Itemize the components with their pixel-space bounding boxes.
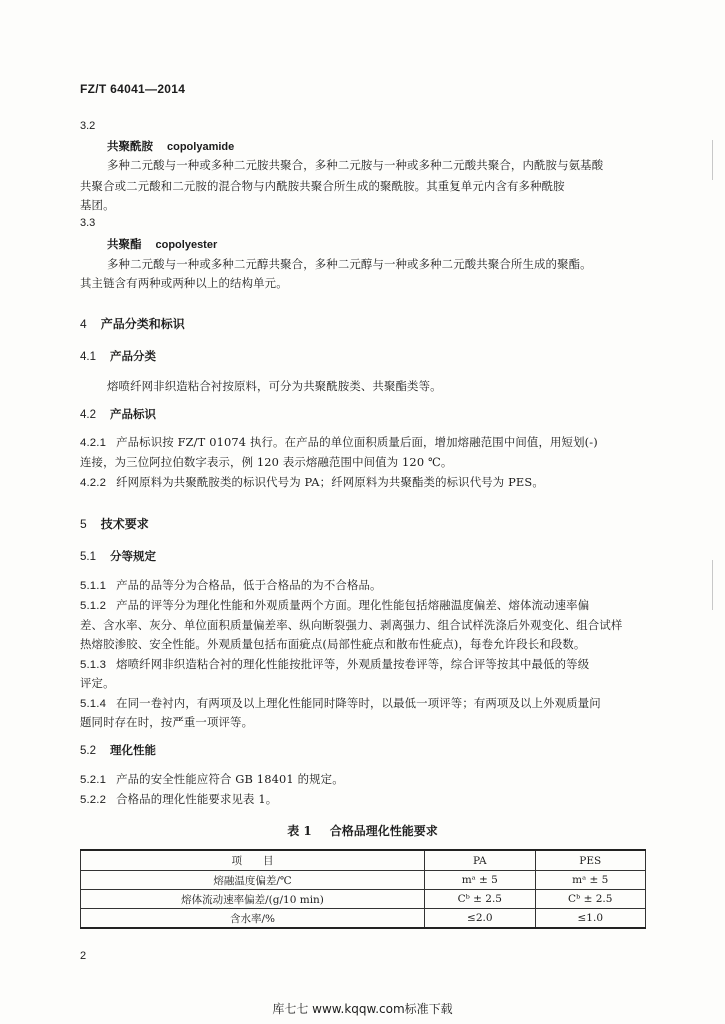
table-cell: ≤2.0: [425, 909, 535, 929]
definition-line: 多种二元酸与一种或多种二元胺共聚合，多种二元胺与一种或多种二元酸共聚合，内酰胺与氨基酸: [107, 158, 604, 172]
term-en: copolyester: [155, 239, 218, 251]
table-header-row: [81, 850, 646, 871]
clause-number: 3.3: [80, 217, 96, 229]
table-cell: 熔融温度偏差/℃: [81, 871, 425, 890]
scan-edge-mark: [712, 560, 713, 610]
clause-line: 评定。: [80, 676, 115, 690]
term-heading: [107, 236, 217, 252]
clause-line: 5.1.4 在同一卷衬内，有两项及以上理化性能同时降等时，以最低一项评等；有两项及以上外观质量问: [80, 696, 601, 710]
clause-line: 5.2.2 合格品的理化性能要求见表 1。: [80, 792, 278, 806]
clause-line: 5.2.1 产品的安全性能应符合 GB 18401 的规定。: [80, 772, 344, 786]
table-cell: mᵃ ± 5: [535, 871, 645, 890]
table-row: [81, 871, 646, 890]
standard-code-header: FZ/T 64041—2014: [80, 82, 186, 96]
subsection-heading: 5.1 分等规定: [80, 549, 156, 563]
table-cell: mᵃ ± 5: [425, 871, 535, 890]
clause-line: 5.1.1 产品的品等分为合格品，低于合格品的为不合格品。: [80, 578, 382, 592]
section-heading: 4 产品分类和标识: [80, 317, 185, 331]
term-en: copolyamide: [167, 141, 235, 153]
table-cell: Cᵇ ± 2.5: [425, 890, 535, 909]
table-row: [81, 890, 646, 909]
table-cell: Cᵇ ± 2.5: [535, 890, 645, 909]
table-cell: ≤1.0: [535, 909, 645, 929]
table-cell: 含水率/%: [81, 909, 425, 929]
term-cn: 共聚酰胺: [107, 139, 153, 153]
page-number: 2: [80, 950, 87, 962]
clause-line: 题同时存在时，按严重一项评等。: [80, 715, 254, 729]
clause-line: 热熔胶渗胶、安全性能。外观质量包括布面疵点(局部性疵点和散布性疵点)，每卷允许段长和段数。: [80, 637, 586, 651]
definition-line: 其主链含有两种或两种以上的结构单元。: [80, 276, 288, 290]
clause-line: 4.2.1 产品标识按 FZ/T 01074 执行。在产品的单位面积质量后面，增加熔融范围中间值，用短划(-): [80, 435, 598, 449]
header-pes: PES: [535, 850, 645, 871]
header-item: 项 目: [81, 850, 425, 871]
paragraph: 熔喷纤网非织造粘合衬按原料，可分为共聚酰胺类、共聚酯类等。: [107, 379, 442, 393]
table-cell: 熔体流动速率偏差/(g/10 min): [81, 890, 425, 909]
site-footer: 库七七 www.kqqw.com标准下载: [272, 1002, 453, 1016]
table-caption: 表 1 合格品理化性能要求: [287, 824, 438, 838]
header-pa: PA: [425, 850, 535, 871]
clause-line: 差、含水率、灰分、单位面积质量偏差率、纵向断裂强力、剥离强力、组合试样洗涤后外观变化、组合试样: [80, 618, 623, 632]
physical-chemical-requirements-table: [80, 849, 646, 929]
clause-line: 4.2.2 纤网原料为共聚酰胺类的标识代号为 PA；纤网原料为共聚酯类的标识代号为 PES。: [80, 475, 544, 489]
subsection-heading: 4.2 产品标识: [80, 407, 156, 421]
clause-number: 3.2: [80, 120, 96, 132]
clause-line: 5.1.3 熔喷纤网非织造粘合衬的理化性能按批评等，外观质量按卷评等，综合评等按其中最低的等级: [80, 657, 590, 671]
term-cn: 共聚酯: [107, 237, 142, 251]
clause-line: 连接，为三位阿拉伯数字表示，例 120 表示熔融范围中间值为 120 ℃。: [80, 455, 453, 469]
scan-edge-mark: [712, 140, 713, 180]
definition-line: 共聚合或二元酸和二元胺的混合物与内酰胺共聚合所生成的聚酰胺。其重复单元内含有多种酰胺: [80, 179, 565, 193]
subsection-heading: 5.2 理化性能: [80, 743, 156, 757]
definition-line: 多种二元酸与一种或多种二元醇共聚合，多种二元醇与一种或多种二元酸共聚合所生成的聚酯。: [107, 257, 592, 271]
clause-line: 5.1.2 产品的评等分为理化性能和外观质量两个方面。理化性能包括熔融温度偏差、熔体流动速率偏: [80, 598, 590, 612]
table-row: [81, 909, 646, 929]
section-heading: 5 技术要求: [80, 517, 149, 531]
subsection-heading: 4.1 产品分类: [80, 349, 156, 363]
term-heading: [107, 138, 234, 154]
definition-line: 基团。: [80, 198, 115, 212]
